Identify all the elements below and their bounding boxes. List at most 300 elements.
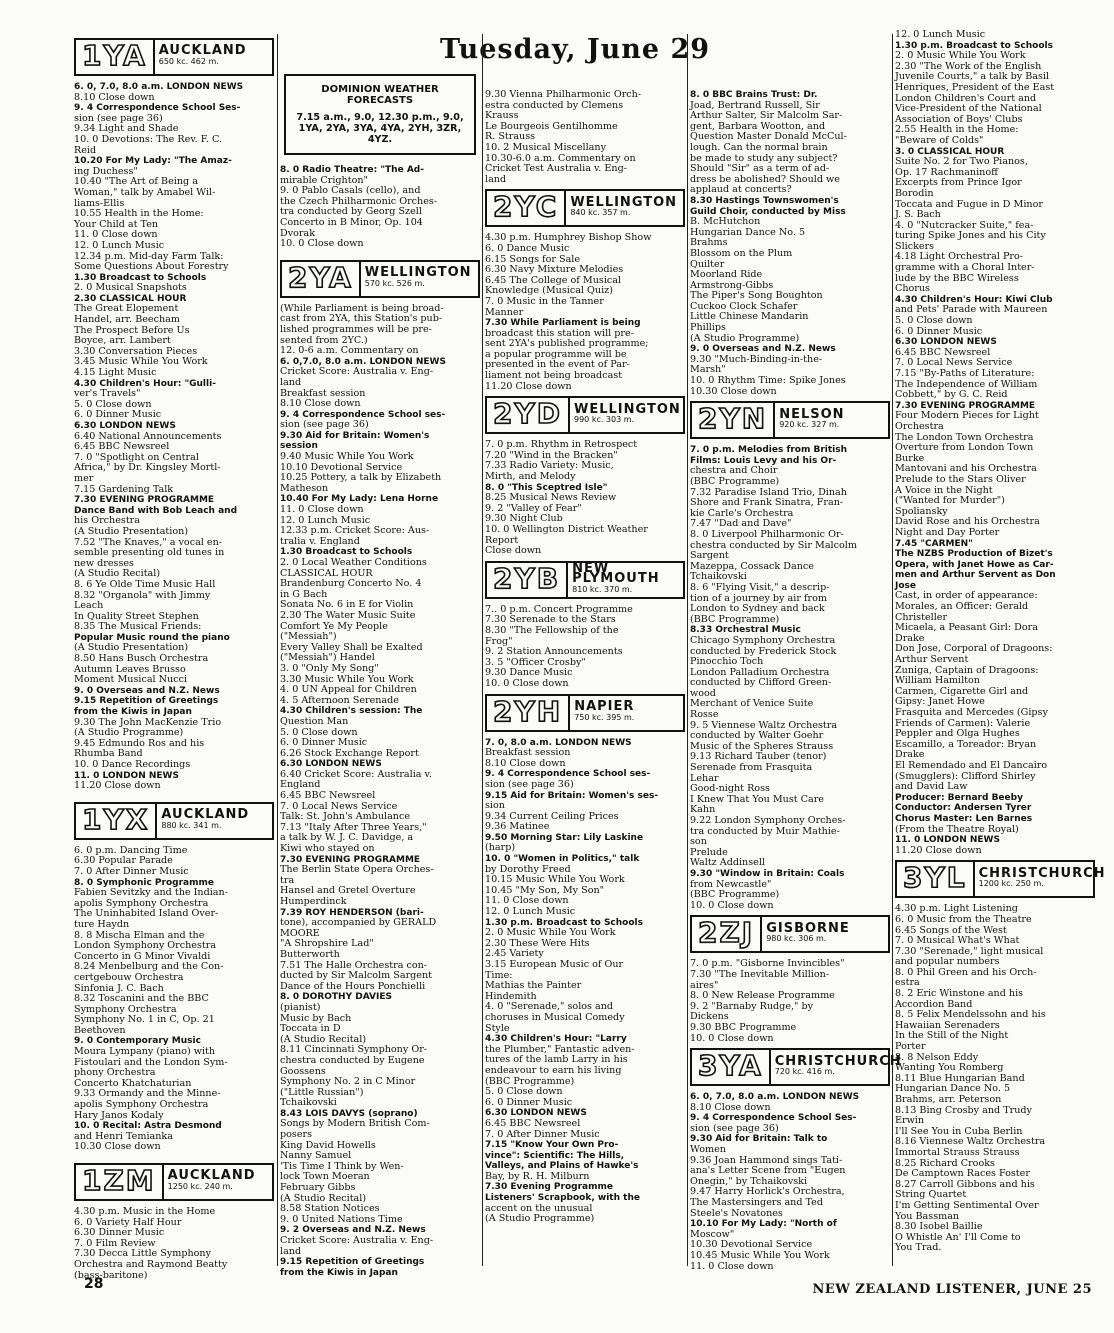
programme-line: 7.30 EVENING PROGRAMME bbox=[280, 854, 421, 865]
programme-line: Sinfonia J. C. Bach bbox=[74, 982, 164, 994]
programme-line: and Pets' Parade with Maureen bbox=[895, 304, 1048, 316]
programme-line: Christeller bbox=[895, 611, 948, 623]
programme-line: 3.45 Music While You Work bbox=[74, 356, 208, 368]
programme-line: 12. 0-6 a.m. Commentary on bbox=[280, 345, 419, 357]
programme-list-2yc bbox=[485, 233, 685, 392]
programme-line: 9. 0 Overseas and N.Z. News bbox=[74, 685, 220, 696]
programme-line: 10.45 Music While You Work bbox=[690, 1250, 830, 1261]
programme-line: Little Chinese Mandarin bbox=[690, 311, 809, 323]
programme-line: 9.30 Aid for Britain: Women's bbox=[280, 430, 430, 441]
programme-line: 6. 0 Variety Half Hour bbox=[74, 1216, 182, 1228]
programme-line: 8. 0 "This Sceptred Isle" bbox=[485, 482, 608, 493]
programme-line: lough. Can the normal brain bbox=[690, 141, 828, 153]
programme-line: from the Kiwis in Japan bbox=[74, 707, 192, 718]
station-frequency: 840 kc. 357 m. bbox=[570, 208, 631, 218]
programme-line: 7. 0 Music in the Tanner bbox=[485, 295, 604, 307]
column-5 bbox=[895, 29, 1106, 1262]
programme-line: lude by the BBC Wireless bbox=[895, 272, 1019, 284]
programme-line: Music of the Spheres Strauss bbox=[690, 740, 834, 752]
programme-line: 10. 0 Recital: Astra Desmond bbox=[74, 1121, 222, 1132]
programme-line: 8. 0 BBC Brains Trust: Dr. bbox=[690, 90, 818, 100]
programme-line: Mirth, and Melody bbox=[485, 471, 576, 483]
programme-line: 6. 0, 7.0, 8.0 a.m. LONDON NEWS bbox=[690, 1092, 860, 1103]
programme-line: 8. 6 "Flying Visit," a descrip- bbox=[690, 581, 830, 593]
programme-line: 9.15 Aid for Britain: Women's ses- bbox=[485, 790, 659, 801]
programme-line: 9.34 Light and Shade bbox=[74, 123, 179, 135]
programme-line: 7.30 EVENING PROGRAMME bbox=[74, 495, 215, 506]
programme-line: Krauss bbox=[485, 110, 519, 122]
programme-line: Association of Boys' Clubs bbox=[895, 113, 1023, 125]
programme-line: Escamillo, a Toreador: Bryan bbox=[895, 738, 1037, 750]
programme-line: 11. 0 Close down bbox=[485, 895, 569, 907]
programme-line: 8.43 LOIS DAVYS (soprano) bbox=[280, 1108, 418, 1119]
programme-line: a popular programme will be bbox=[485, 348, 627, 360]
programme-line: Some Questions About Forestry bbox=[74, 261, 229, 273]
programme-line: Peppler and Olga Hughes bbox=[895, 728, 1020, 740]
programme-line: 8.10 Close down bbox=[690, 1101, 771, 1113]
programme-line: 8. 0 New Release Programme bbox=[690, 990, 835, 1002]
programme-line: 6. 0 Dinner Music bbox=[280, 737, 368, 749]
programme-line: Valleys, and Plains of Hawke's bbox=[485, 1161, 639, 1172]
station-header-2zj bbox=[690, 915, 890, 953]
station-header-1yx bbox=[74, 802, 274, 840]
programme-line: 1.30 Broadcast to Schools bbox=[74, 272, 207, 283]
programme-line: 6. 0 Dinner Music bbox=[74, 409, 162, 421]
programme-line: chestra conducted by Eugene bbox=[280, 1054, 425, 1066]
programme-line: Woman," talk by Amabel Wil- bbox=[74, 186, 216, 198]
programme-line: chestra conducted by Sir Malcolm bbox=[690, 539, 857, 551]
programme-line: The Prospect Before Us bbox=[74, 324, 190, 336]
programme-line: 10. 0 Close down bbox=[485, 677, 569, 689]
programme-line: (bass-baritone) bbox=[74, 1269, 148, 1281]
programme-line: Conductor: Andersen Tyrer bbox=[895, 803, 1032, 814]
programme-line: Vice-President of the National bbox=[895, 103, 1042, 115]
programme-line: Breakfast session bbox=[280, 387, 366, 399]
programme-line: and David Law bbox=[895, 781, 968, 793]
programme-line: gent, Barbara Wootton, and bbox=[690, 120, 826, 132]
programme-line: 9. 0 United Nations Time bbox=[280, 1213, 403, 1225]
programme-line: 2.45 Variety bbox=[485, 948, 544, 960]
programme-line: 7.51 The Halle Orchestra con- bbox=[280, 959, 428, 971]
programme-line: (harp) bbox=[485, 842, 516, 854]
programme-line: Onegin," by Tchaikovski bbox=[690, 1175, 808, 1187]
programme-line: 10. 0 Wellington District Weather bbox=[485, 524, 648, 535]
programme-line: men and Arthur Servent as Don bbox=[895, 570, 1056, 581]
programme-line: 9. 5 Viennese Waltz Orchestra bbox=[690, 719, 838, 731]
programme-line: Comfort Ye My People bbox=[280, 620, 388, 632]
programme-line: 8. 5 Felix Mendelssohn and his bbox=[895, 1009, 1046, 1021]
programme-line: Blossom on the Plum bbox=[690, 247, 793, 259]
programme-line: 12. 0 Lunch Music bbox=[485, 906, 576, 918]
programme-line: 9.36 Matinee bbox=[485, 821, 550, 833]
programme-line: Chicago Symphony Orchestra bbox=[690, 634, 836, 646]
programme-line: liament not being broadcast bbox=[485, 370, 623, 382]
station-city: AUCKLAND bbox=[158, 43, 247, 59]
programme-line: and popular numbers bbox=[895, 956, 1000, 968]
programme-line: Zuniga, Captain of Dragoons: bbox=[895, 664, 1039, 676]
programme-line: Overture from London Town bbox=[895, 442, 1034, 454]
programme-line: vince": Scientific: The Hills, bbox=[485, 1150, 625, 1161]
programme-line: (A Studio Presentation) bbox=[74, 642, 189, 654]
programme-line: Night and Day Porter bbox=[895, 526, 1000, 538]
programme-line: Hungarian Dance No. 5 bbox=[895, 1083, 1011, 1095]
programme-line: 9.45 Edmundo Ros and his bbox=[74, 737, 205, 749]
programme-line: "Beware of Colds" bbox=[895, 134, 984, 146]
programme-line: 8.10 Close down bbox=[74, 91, 155, 103]
programme-line: 7. 0 Local News Service bbox=[895, 357, 1013, 369]
programme-line: ("Messiah") bbox=[280, 631, 337, 643]
programme-line: liams-Ellis bbox=[74, 197, 125, 209]
station-callsign: 1YA bbox=[76, 40, 155, 74]
programme-line: and Henri Temianka bbox=[74, 1130, 173, 1142]
programme-line: 2. 0 Music While You Work bbox=[485, 927, 616, 939]
programme-line: sion (see page 36) bbox=[280, 419, 369, 431]
programme-line: 9.30 Vienna Philharmonic Orch- bbox=[485, 89, 642, 100]
programme-line: 7.45 "CARMEN" bbox=[895, 538, 973, 549]
programme-list-2yd bbox=[485, 440, 685, 557]
programme-line: The London Town Orchestra bbox=[895, 431, 1034, 443]
programme-line: Tchaikovski bbox=[690, 571, 747, 583]
programme-line: Cuckoo Clock Schafer bbox=[690, 300, 798, 312]
programme-line: Reid bbox=[74, 144, 97, 156]
station-callsign: 1ZM bbox=[76, 1165, 164, 1199]
programme-line: the Czech Philharmonic Orches- bbox=[280, 195, 438, 207]
programme-line: dress be abolished? Should we bbox=[690, 173, 840, 185]
programme-line: 11. 0 Close down bbox=[280, 504, 364, 516]
weather-times: 7.15 a.m., 9.0, 12.30 p.m., 9.0, 1YA, 2YA, 3YA, 4YA, 2YH, 3ZR, 4YZ. bbox=[296, 112, 464, 145]
programme-line: Concerto Khatchaturian bbox=[74, 1077, 192, 1089]
programme-line: 8. 0 Radio Theatre: "The Ad- bbox=[280, 165, 424, 175]
programme-line: Excerpts from Prince Igor bbox=[895, 177, 1022, 189]
programme-line: 6. 0, 7.0, 8.0 a.m. LONDON NEWS bbox=[74, 82, 244, 92]
programme-line: Jose bbox=[895, 580, 916, 591]
programme-line: 6.30 LONDON NEWS bbox=[895, 337, 997, 348]
programme-line: Frasquita and Mercedes (Gipsy bbox=[895, 707, 1048, 718]
programme-line: estra bbox=[895, 977, 920, 989]
programme-line: 9.30 Aid for Britain: Talk to bbox=[690, 1134, 828, 1145]
programme-line: ture Haydn bbox=[74, 918, 130, 930]
programme-line: 9.30 The John MacKenzie Trio bbox=[74, 716, 222, 728]
column-rule bbox=[482, 34, 483, 1266]
programme-line: De Camptown Races Foster bbox=[895, 1168, 1030, 1180]
programme-line: 10. 0 Devotions: The Rev. F. C. bbox=[74, 133, 223, 145]
programme-line: J. S. Bach bbox=[895, 209, 941, 221]
station-callsign: 2YC bbox=[487, 191, 566, 225]
programme-line: 10.10 Devotional Service bbox=[280, 461, 403, 473]
programme-line: (A Studio Presentation) bbox=[74, 525, 189, 537]
programme-line: conducted by Clifford Green- bbox=[690, 677, 832, 689]
programme-line: Toccata and Fugue in D Minor bbox=[895, 198, 1043, 210]
programme-line: Shore and Frank Sinatra, Fran- bbox=[690, 497, 844, 509]
programme-line: "A Shropshire Lad" bbox=[280, 938, 374, 950]
programme-line: 8. 6 Ye Olde Time Music Hall bbox=[74, 578, 216, 590]
programme-line: wood bbox=[690, 687, 716, 699]
programme-line: 4.30 Children's session: The bbox=[280, 706, 423, 717]
programme-line: 7.20 "Wind in the Bracken" bbox=[485, 449, 618, 461]
programme-line: 1.30 p.m. Broadcast to Schools bbox=[895, 40, 1053, 51]
programme-line: Mathias the Painter bbox=[485, 980, 582, 992]
programme-line: (A Studio Recital) bbox=[280, 1192, 367, 1204]
programme-line: Carmen, Cigarette Girl and bbox=[895, 685, 1029, 697]
programme-line: Slickers bbox=[895, 240, 935, 252]
programme-line: 6. 0 Dinner Music bbox=[485, 1096, 573, 1108]
programme-line: 9.13 Richard Tauber (tenor) bbox=[690, 751, 827, 763]
programme-line: Armstrong-Gibbs bbox=[690, 279, 774, 291]
programme-line: 7.30 EVENING PROGRAMME bbox=[895, 400, 1036, 411]
programme-line: 4.30 Children's Hour: "Gulli- bbox=[74, 378, 216, 389]
programme-line: in G Bach bbox=[280, 588, 328, 600]
station-callsign: 2YH bbox=[487, 696, 570, 730]
programme-line: 7.47 "Dad and Dave" bbox=[690, 518, 792, 530]
programme-line: Friends of Carmen): Valerie bbox=[895, 717, 1031, 729]
programme-line: Immortal Strauss Strauss bbox=[895, 1146, 1020, 1158]
programme-line: 10.40 For My Lady: Lena Horne bbox=[280, 494, 439, 505]
station-frequency: 810 kc. 370 m. bbox=[572, 585, 633, 595]
page-number: 28 bbox=[84, 1276, 104, 1292]
programme-line: Moscow" bbox=[690, 1228, 735, 1240]
programme-list-1zm bbox=[74, 1207, 274, 1281]
programme-line: I Knew That You Must Care bbox=[690, 793, 824, 805]
weather-heading: DOMINION WEATHER FORECASTS bbox=[321, 84, 439, 106]
programme-line: Henriques, President of the East bbox=[895, 81, 1055, 93]
programme-line: Serenade from Frasquita bbox=[690, 762, 813, 774]
programme-line: 7.32 Paradise Island Trio, Dinah bbox=[690, 486, 847, 498]
programme-line: 9.30 BBC Programme bbox=[690, 1021, 797, 1033]
station-callsign: 3YA bbox=[692, 1050, 771, 1084]
station-city: WELLINGTON bbox=[574, 401, 681, 417]
programme-line: apolis Symphony Orchestra bbox=[74, 1099, 209, 1111]
programme-line: 9. 4 Correspondence School Ses- bbox=[74, 103, 241, 114]
programme-line: Orchestra bbox=[895, 420, 944, 432]
programme-line: a talk by W. J. C. Davidge, a bbox=[280, 832, 414, 844]
programme-line: tra conducted by Muir Mathie- bbox=[690, 825, 840, 837]
programme-line: endeavour to earn his living bbox=[485, 1064, 622, 1076]
programme-line: Hary Janos Kodaly bbox=[74, 1109, 164, 1121]
programme-line: tralia v. England bbox=[280, 535, 360, 547]
programme-line: Micaela, a Peasant Girl: Dora bbox=[895, 622, 1038, 634]
station-frequency: 1250 kc. 240 m. bbox=[167, 1182, 233, 1191]
programme-line: 10.10 For My Lady: "North of bbox=[690, 1219, 837, 1230]
programme-line: R. Strauss bbox=[485, 131, 536, 143]
programme-line: turing Spike Jones and his City bbox=[895, 230, 1046, 242]
programme-line: The Mastersingers and Ted bbox=[690, 1197, 824, 1209]
programme-line: Films: Louis Levy and his Or- bbox=[690, 455, 837, 466]
programme-line: 9.40 Music While You Work bbox=[280, 451, 414, 463]
programme-line: You Trad. bbox=[895, 1242, 942, 1254]
programme-line: Dance Band with Bob Leach and bbox=[74, 505, 238, 516]
programme-line: Dickens bbox=[690, 1011, 729, 1023]
programme-line: Cast, in order of appearance: bbox=[895, 590, 1038, 602]
programme-line: London Children's Court and bbox=[895, 92, 1037, 104]
programme-line: 7. 0, 8.0 a.m. LONDON NEWS bbox=[485, 737, 632, 748]
programme-line: 10. 0 Rhythm Time: Spike Jones bbox=[690, 375, 846, 387]
programme-line: 12. 0 Lunch Music bbox=[74, 239, 165, 251]
programme-line: lock Town Moeran bbox=[280, 1171, 370, 1183]
programme-line: Drake bbox=[895, 749, 925, 761]
programme-line: Toccata in D bbox=[280, 1023, 341, 1035]
station-callsign: 3YL bbox=[897, 862, 975, 896]
station-header-2ya bbox=[280, 260, 480, 298]
programme-line: Every Valley Shall be Exalted bbox=[280, 641, 423, 653]
programme-line: You Bassman bbox=[895, 1210, 960, 1222]
programme-line: 2.55 Health in the Home: bbox=[895, 124, 1019, 136]
programme-line: 9. 4 Correspondence School ses- bbox=[485, 769, 651, 780]
programme-line: Kahn bbox=[690, 804, 716, 816]
programme-line: Handel, arr. Beecham bbox=[74, 314, 180, 326]
programme-line: 7.30 Serenade to the Stars bbox=[485, 614, 616, 626]
programme-line: 5. 0 Close down bbox=[74, 398, 152, 410]
programme-line: Wanting You Romberg bbox=[895, 1062, 1004, 1074]
programme-line: 6.45 BBC Newsreel bbox=[74, 441, 170, 453]
programme-line: Chorus Master: Len Barnes bbox=[895, 813, 1033, 824]
programme-line: 6. 0 p.m. Dancing Time bbox=[74, 844, 188, 856]
station-callsign: 2YN bbox=[692, 403, 775, 437]
programme-line: 9.22 London Symphony Orches- bbox=[690, 815, 846, 826]
programme-line: 8. 8 Nelson Eddy bbox=[895, 1051, 979, 1063]
programme-line: The Great Elopement bbox=[74, 303, 179, 315]
programme-list-1yx bbox=[74, 846, 274, 1153]
programme-line: ("Wanted for Murder") bbox=[895, 495, 1005, 507]
programme-line: Cobbett," by G. C. Reid bbox=[895, 389, 1008, 401]
programme-line: 10. 0 "Women in Politics," talk bbox=[485, 854, 640, 865]
programme-line: 8.16 Viennese Waltz Orchestra bbox=[895, 1136, 1046, 1148]
programme-line: son bbox=[690, 836, 707, 848]
programme-line: 7.33 Radio Variety: Music, bbox=[485, 460, 614, 472]
programme-line: aires" bbox=[690, 979, 719, 991]
programme-line: by Dorothy Freed bbox=[485, 863, 571, 875]
programme-line: 8. 2 Eric Winstone and his bbox=[895, 988, 1024, 1000]
programme-line: Spoliansky bbox=[895, 505, 948, 517]
programme-line: 6.30 Dinner Music bbox=[74, 1227, 165, 1239]
programme-line: Waltz Addinsell bbox=[690, 857, 765, 869]
programme-line: phony Orchestra bbox=[74, 1067, 156, 1079]
programme-line: ver's Travels" bbox=[74, 388, 141, 400]
programme-line: Borodin bbox=[895, 187, 934, 199]
programme-line: 4. 0 "Nutcracker Suite," fea- bbox=[895, 219, 1034, 231]
programme-line: (A Studio Programme) bbox=[690, 332, 800, 344]
programme-line: 11. 0 Close down bbox=[74, 229, 158, 241]
programme-line: I'm Getting Sentimental Over bbox=[895, 1199, 1039, 1211]
programme-line: 9. 4 Correspondence School ses- bbox=[280, 409, 446, 420]
station-frequency: 750 kc. 395 m. bbox=[574, 712, 635, 722]
programme-list-2yh-continued bbox=[690, 90, 890, 397]
programme-line: sion (see page 36) bbox=[485, 778, 574, 790]
programme-line: Kiwi who stayed on bbox=[280, 843, 375, 855]
programme-line: 8.25 Musical News Review bbox=[485, 492, 617, 504]
programme-line: (BBC Programme) bbox=[690, 889, 780, 901]
programme-line: land bbox=[280, 1245, 302, 1257]
programme-line: Symphony No. 2 in C Minor bbox=[280, 1076, 416, 1088]
programme-line: sion (see page 36) bbox=[74, 112, 163, 124]
programme-line: CLASSICAL HOUR bbox=[280, 567, 373, 579]
programme-line: 9. 2 "Valley of Fear" bbox=[485, 502, 582, 514]
programme-line: Guild Choir, conducted by Miss bbox=[690, 206, 846, 217]
column-3 bbox=[485, 34, 685, 1266]
programme-line: 11. 0 LONDON NEWS bbox=[895, 835, 1000, 846]
programme-line: 8.10 Close down bbox=[280, 398, 361, 410]
programme-line: 8.32 Toscanini and the BBC bbox=[74, 993, 209, 1005]
programme-line: February Gibbs bbox=[280, 1182, 356, 1194]
programme-line: Symphony No. 1 in C, Op. 21 bbox=[74, 1014, 215, 1026]
programme-line: tone), accompanied by GERALD bbox=[280, 917, 437, 929]
station-frequency: 650 kc. 462 m. bbox=[158, 57, 219, 66]
programme-line: (A Studio Recital) bbox=[74, 568, 161, 580]
column-1 bbox=[74, 34, 274, 1281]
programme-line: I'll See You in Cuba Berlin bbox=[895, 1125, 1023, 1137]
programme-line: ing Duchess" bbox=[74, 165, 138, 177]
programme-list-2yb bbox=[485, 605, 685, 690]
programme-line: 7.30 Decca Little Symphony bbox=[74, 1248, 212, 1260]
weather-forecast-box bbox=[284, 74, 476, 155]
programme-line: Mazeppa, Cossack Dance bbox=[690, 560, 814, 572]
programme-line: tures of the lamb Larry in his bbox=[485, 1054, 628, 1066]
programme-line: Accordion Band bbox=[895, 998, 973, 1010]
programme-line: 10.20 For My Lady: "The Amaz- bbox=[74, 156, 232, 167]
programme-line: O Whistle An' I'll Come to bbox=[895, 1231, 1021, 1243]
programme-line: 12. 0 Lunch Music bbox=[280, 514, 371, 526]
programme-line: Mantovani and his Orchestra bbox=[895, 463, 1037, 475]
programme-list-1ya bbox=[74, 82, 274, 792]
programme-line: Leach bbox=[74, 600, 104, 612]
programme-line: 6.45 BBC Newsreel bbox=[485, 1117, 581, 1129]
programme-line: Beethoven bbox=[74, 1024, 126, 1036]
programme-line: 9. 2 Station Announcements bbox=[485, 646, 623, 658]
programme-line: 10. 0 Close down bbox=[690, 899, 774, 911]
programme-line: 8. 0 DOROTHY DAVIES bbox=[280, 992, 393, 1003]
programme-line: applaud at concerts? bbox=[690, 184, 792, 196]
programme-line: 8.11 Cincinnati Symphony Or- bbox=[280, 1044, 428, 1056]
programme-line: 'Tis Time I Think by Wen- bbox=[280, 1160, 404, 1172]
programme-line: his Orchestra bbox=[74, 515, 140, 527]
programme-line: William Hamilton bbox=[895, 675, 980, 687]
programme-line: (A Studio Recital) bbox=[280, 1033, 367, 1045]
programme-line: String Quartet bbox=[895, 1189, 967, 1201]
programme-line: 7. 0 Musical What's What bbox=[895, 935, 1020, 947]
programme-line: 10.30 Devotional Service bbox=[690, 1239, 813, 1251]
programme-line: 7. 0 After Dinner Music bbox=[485, 1128, 600, 1140]
programme-line: 9.30 Night Club bbox=[485, 513, 563, 525]
programme-line: Goossens bbox=[280, 1065, 326, 1077]
programme-line: 8.10 Close down bbox=[485, 757, 566, 769]
programme-line: Bay, by R. H. Milburn bbox=[485, 1170, 590, 1182]
programme-line: 3. 5 "Officer Crosby" bbox=[485, 656, 586, 668]
programme-line: (A Studio Programme) bbox=[74, 727, 184, 739]
programme-line: Breakfast session bbox=[485, 747, 571, 759]
station-header-2yc bbox=[485, 189, 685, 227]
programme-line: 10. 0 Dance Recordings bbox=[74, 759, 191, 770]
programme-line: B. McHutchon bbox=[690, 216, 761, 228]
programme-line: London Symphony Orchestra bbox=[74, 940, 217, 952]
column-2 bbox=[280, 34, 480, 1278]
programme-line: 3.30 Conversation Pieces bbox=[74, 345, 198, 357]
programme-line: (From the Theatre Royal) bbox=[895, 823, 1019, 835]
programme-line: 12.33 p.m. Cricket Score: Aus- bbox=[280, 525, 430, 537]
programme-line: 6. 0 Dinner Music bbox=[895, 325, 983, 337]
station-header-2yb bbox=[485, 561, 685, 599]
programme-line: 4. 0 "Serenade," solos and bbox=[485, 1001, 614, 1013]
programme-line: A Voice in the Night bbox=[895, 484, 993, 496]
station-city: CHRISTCHURCH bbox=[774, 1053, 902, 1069]
programme-line: Juvenile Courts," a talk by Basil bbox=[895, 71, 1050, 83]
programme-line: 11.20 Close down bbox=[485, 380, 572, 392]
programme-line: Moura Lympany (piano) with bbox=[74, 1046, 216, 1058]
programme-line: 2.30 These Were Hits bbox=[485, 937, 590, 949]
programme-line: 10.30 Close down bbox=[74, 1141, 161, 1153]
programme-line: 9.34 Current Ceiling Prices bbox=[485, 810, 619, 822]
programme-line: 4. 0 UN Appeal for Children bbox=[280, 684, 417, 696]
programme-line: 2.30 "The Work of the English bbox=[895, 60, 1042, 72]
programme-line: 2. 0 Musical Snapshots bbox=[74, 282, 187, 294]
